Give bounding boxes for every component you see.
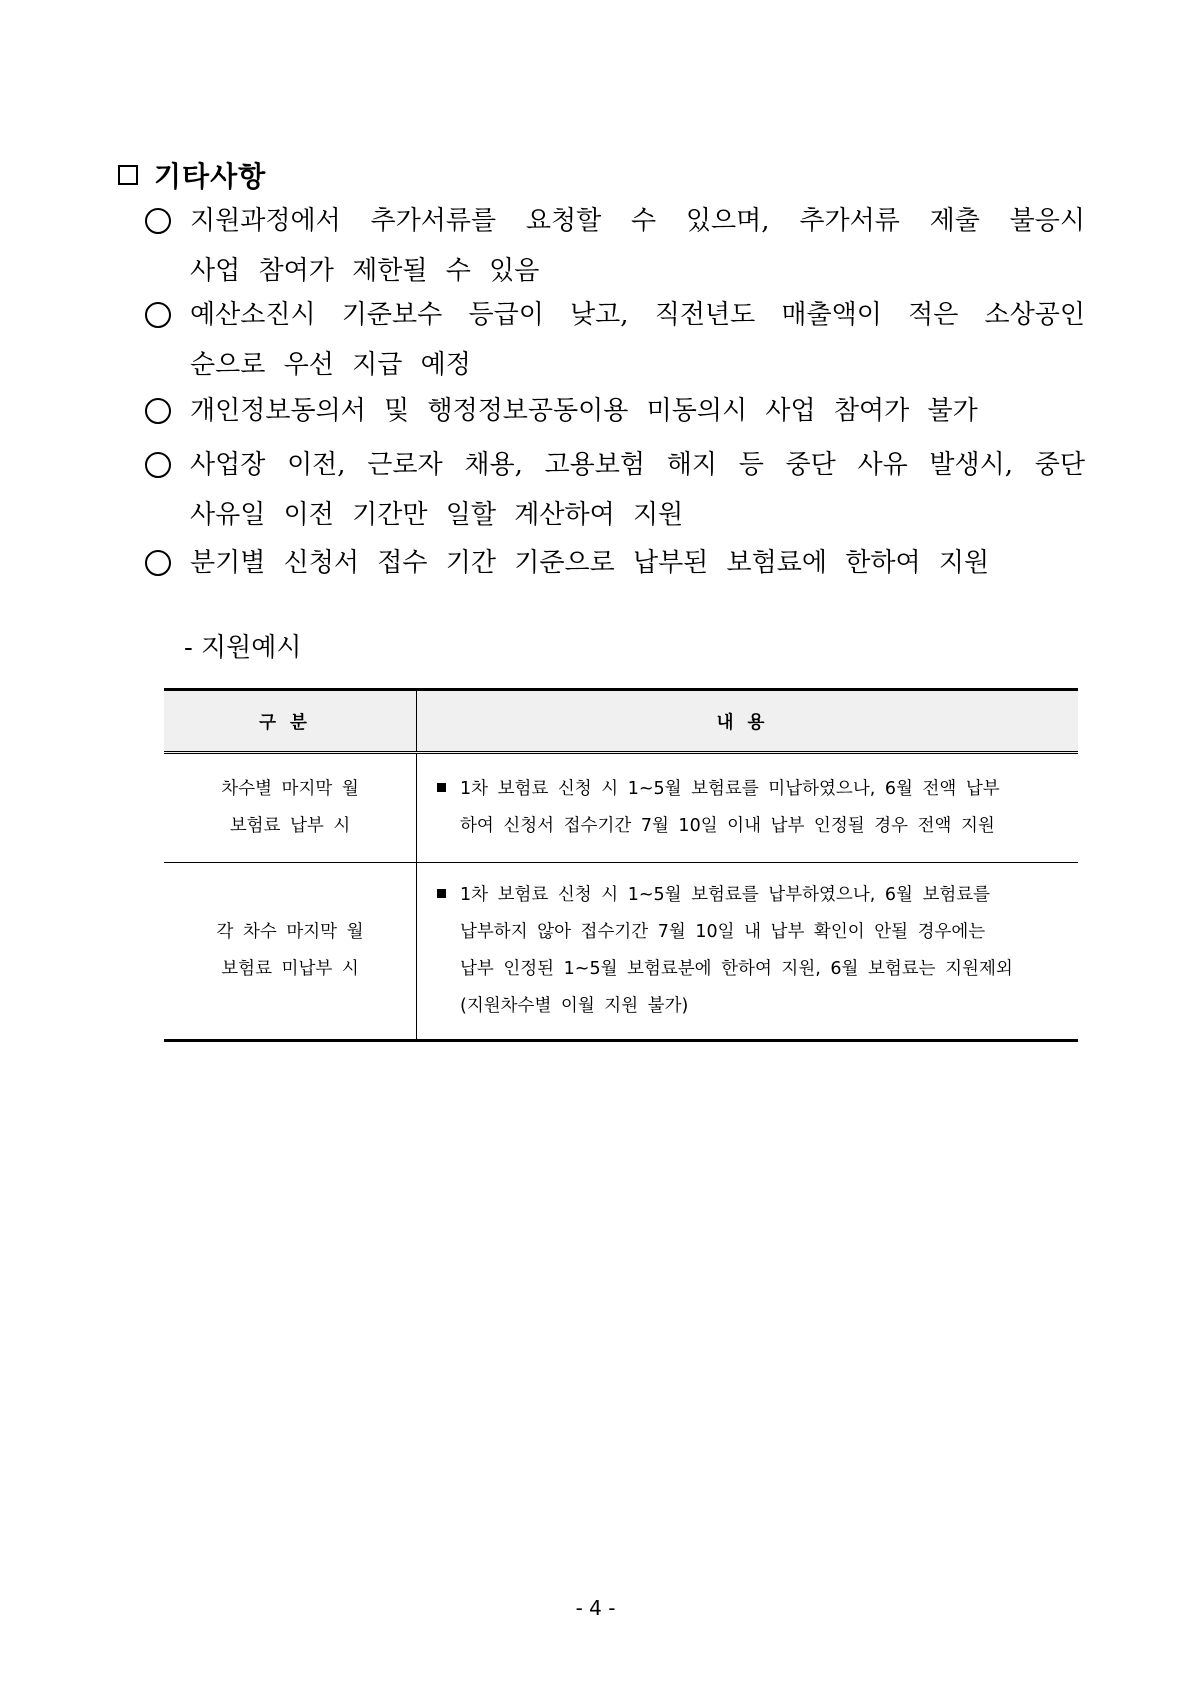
example-table [164,688,1078,1042]
table-row [164,863,1078,1041]
content-line: 1차 보험료 신청 시 1~5월 보험료를 미납하였으나, 6월 전액 납부 [437,771,1066,808]
bullet-item [145,386,1085,436]
bullet-item [145,538,1085,588]
circle-bullet-icon [145,208,171,234]
circle-bullet-icon [145,398,171,424]
section-title [118,155,266,195]
checkbox-square-icon [118,165,138,185]
table-header-row [164,690,1078,753]
content-line: 납부 인정된 1~5월 보험료분에 한하여 지원, 6월 보험료는 지원제외 [460,959,1013,979]
bullet-item [145,196,1085,296]
content-line: 납부하지 않아 접수기간 7월 10일 내 납부 확인이 안될 경우에는 [460,922,986,942]
bullet-line: 분기별 신청서 접수 기간 기준으로 납부된 보험료에 한하여 지원 [190,548,990,578]
bullet-line: 예산소진시 기준보수 등급이 낮고, 직전년도 매출액이 적은 소상공인 [190,300,1085,330]
bullet-line: 개인정보동의서 및 행정정보공동이용 미동의시 사업 참여가 불가 [190,396,978,426]
section-title-text: 기타사항 [154,160,267,193]
category-cell [164,863,417,1041]
category-line: 보험료 미납부 시 [221,959,359,979]
bullet-line: 사업 참여가 제한될 수 있음 [190,256,540,286]
header-content: 내용 [417,690,1079,753]
category-cell [164,753,417,863]
content-cell [417,863,1079,1041]
bullet-line: 사유일 이전 기간만 일할 계산하여 지원 [190,500,684,530]
square-bullet-icon [437,783,446,792]
bullet-line: 순으로 우선 지급 예정 [190,350,471,380]
bullet-line: 지원과정에서 추가서류를 요청할 수 있으며, 추가서류 제출 불응시 [190,206,1085,236]
bullet-item [145,290,1085,390]
category-line: 보험료 납부 시 [229,816,351,836]
category-line: 차수별 마지막 월 [221,779,359,799]
square-bullet-icon [437,889,446,898]
category-line: 각 차수 마지막 월 [216,922,364,942]
bullet-item [145,440,1085,540]
header-category: 구분 [164,690,417,753]
content-line: 1차 보험료 신청 시 1~5월 보험료를 납부하였으나, 6월 보험료를 [437,877,1066,914]
circle-bullet-icon [145,302,171,328]
content-cell [417,753,1079,863]
table-row [164,753,1078,863]
bullet-line: 사업장 이전, 근로자 채용, 고용보험 해지 등 중단 사유 발생시, 중단 [190,450,1085,480]
circle-bullet-icon [145,550,171,576]
sub-item-example: - 지원예시 [184,633,302,663]
content-line: 하여 신청서 접수기간 7월 10일 이내 납부 인정될 경우 전액 지원 [460,816,995,836]
page-number: - 4 - [575,1596,616,1620]
circle-bullet-icon [145,452,171,478]
content-line: (지원차수별 이월 지원 불가) [460,996,689,1016]
